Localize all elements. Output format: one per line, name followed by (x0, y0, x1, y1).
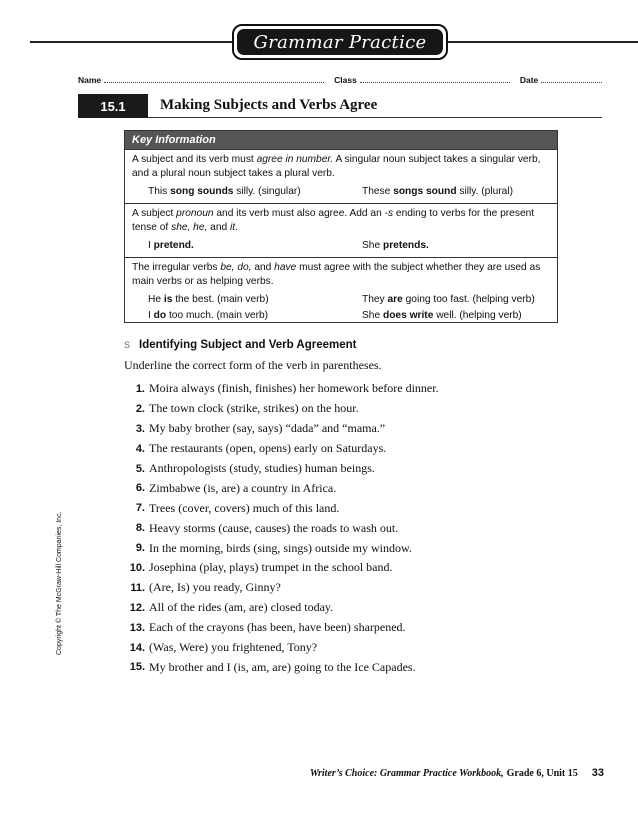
text-run: well. (helping verb) (433, 310, 522, 321)
header-banner (232, 24, 448, 60)
item-number: 7. (135, 502, 145, 515)
text-run-italic: agree in number. (256, 154, 334, 165)
exercise-title (124, 339, 357, 351)
item-number: 12. (129, 601, 145, 614)
date-field[interactable] (541, 82, 602, 83)
text-run-bold: song sounds (170, 186, 234, 197)
item-number: 14. (129, 641, 145, 654)
text-run: The irregular verbs (132, 262, 221, 273)
key-paragraph (132, 153, 550, 181)
exercise-item[interactable] (118, 399, 578, 419)
header-banner-fill (237, 29, 443, 55)
banner-title: Grammar Practice (253, 31, 427, 53)
exercise-bullet: S (124, 340, 131, 350)
date-label: Date (519, 75, 539, 85)
page-number: 33 (591, 767, 604, 779)
text-run-bold: pretend. (153, 240, 194, 251)
item-text[interactable]: My brother and I (is, am, are) going to the Ice Capades. (149, 659, 416, 674)
text-run: These (362, 186, 394, 197)
exercise-item[interactable] (118, 558, 578, 578)
text-run: must agree with the subject whether they are used as main verbs or as helping verbs. (132, 262, 541, 287)
exercise-item[interactable] (118, 598, 578, 618)
text-run: and (207, 222, 231, 233)
item-number: 9. (135, 542, 145, 555)
text-run: A subject (132, 208, 177, 219)
exercise-item[interactable] (118, 618, 578, 638)
item-number: 10. (129, 561, 145, 574)
example-row (148, 239, 550, 253)
name-label: Name (78, 75, 102, 85)
text-run: She (362, 310, 383, 321)
item-number: 6. (135, 482, 145, 495)
example-left (148, 239, 362, 253)
text-run-italic: have (274, 262, 297, 273)
text-run: going too fast. (helping verb) (402, 294, 535, 305)
text-run: I (148, 310, 154, 321)
text-run: I (148, 240, 154, 251)
item-text[interactable]: In the morning, birds (sing, sings) outside my window. (149, 540, 412, 555)
example-right (362, 309, 550, 323)
text-run: . (235, 222, 238, 233)
text-run-bold: pretends. (382, 240, 429, 251)
item-text[interactable]: The restaurants (open, opens) early on Saturdays. (149, 441, 387, 456)
text-run: A singular noun subject takes a singular verb, and a plural noun subject takes a plural verb. (132, 154, 541, 179)
exercise-item[interactable] (118, 459, 578, 479)
item-number: 4. (135, 442, 145, 455)
section-number: 15.1 (78, 94, 148, 118)
example-row (148, 309, 550, 323)
item-text[interactable]: All of the rides (am, are) closed today. (149, 600, 334, 615)
item-text[interactable]: Trees (cover, covers) much of this land. (149, 500, 340, 515)
footer-grade-unit: Grade 6, Unit 15 (506, 768, 578, 779)
class-field[interactable] (360, 82, 510, 83)
text-run: too much. (main verb) (166, 310, 269, 321)
example-right (362, 239, 550, 253)
example-row (148, 185, 550, 199)
item-text[interactable]: Heavy storms (cause, causes) the roads to wash out. (149, 520, 399, 535)
text-run: silly. (plural) (456, 186, 513, 197)
item-number: 2. (135, 402, 145, 415)
key-section-pronoun (125, 203, 557, 257)
text-run: They (362, 294, 388, 305)
text-run-bold: are (387, 294, 403, 305)
text-run-italic: pronoun (176, 208, 214, 219)
name-field[interactable] (104, 82, 324, 83)
text-run-italic: it (230, 222, 236, 233)
exercise-item[interactable] (118, 419, 578, 439)
text-run-bold: do (153, 310, 167, 321)
key-information-box (124, 130, 558, 323)
item-number: 13. (129, 621, 145, 634)
item-number: 3. (135, 422, 145, 435)
item-text[interactable]: The town clock (strike, strikes) on the hour. (149, 401, 359, 416)
item-number: 8. (135, 522, 145, 535)
item-text[interactable]: My baby brother (say, says) “dada” and “mama.” (149, 421, 386, 436)
key-paragraph (132, 207, 550, 235)
exercise-item[interactable] (118, 578, 578, 598)
exercise-item[interactable] (118, 379, 578, 399)
text-run: the best. (main verb) (172, 294, 269, 305)
exercise-item[interactable] (118, 498, 578, 518)
item-text[interactable]: Josephina (play, plays) trumpet in the school band. (149, 560, 393, 575)
exercise-item[interactable] (118, 518, 578, 538)
text-run-italic: -s (384, 208, 394, 219)
exercise-item[interactable] (118, 439, 578, 459)
text-run-bold: does write (382, 310, 434, 321)
copyright-notice: Copyright © The McGraw-Hill Companies, Inc. (56, 511, 63, 655)
class-label: Class (334, 75, 357, 85)
item-number: 1. (135, 382, 145, 395)
item-text[interactable]: (Are, Is) you ready, Ginny? (149, 580, 281, 595)
text-run-bold: songs sound (393, 186, 457, 197)
exercise-instructions: Underline the correct form of the verb in parentheses. (124, 358, 382, 372)
text-run: silly. (singular) (233, 186, 301, 197)
exercise-title-text: Identifying Subject and Verb Agreement (139, 339, 357, 351)
key-paragraph (132, 261, 550, 289)
item-text[interactable]: Each of the crayons (has been, have been) sharpened. (149, 620, 406, 635)
student-info-row (78, 71, 602, 85)
item-number: 5. (135, 462, 145, 475)
text-run-italic: be, do, (220, 262, 252, 273)
example-left (148, 293, 362, 307)
text-run: ending to verbs for the present tense of (132, 208, 535, 233)
example-right (362, 293, 550, 307)
text-run: A subject and its verb must (132, 154, 257, 165)
example-row (148, 293, 550, 307)
text-run-bold: is (163, 294, 173, 305)
key-information-heading: Key Information (125, 131, 557, 149)
item-text[interactable]: Moira always (finish, finishes) her homework before dinner. (149, 381, 439, 396)
exercise-item[interactable] (118, 478, 578, 498)
page-footer (310, 767, 604, 779)
text-run: and its verb must also agree. Add an (213, 208, 385, 219)
example-left (148, 185, 362, 199)
key-section-agreement (125, 149, 557, 203)
text-run: This (148, 186, 171, 197)
exercise-item[interactable] (118, 657, 578, 677)
exercise-items (118, 379, 578, 677)
example-left (148, 309, 362, 323)
section-title (148, 94, 602, 118)
section-title-text: Making Subjects and Verbs Agree (160, 97, 378, 113)
item-number: 11. (130, 581, 145, 594)
item-text[interactable]: Zimbabwe (is, are) a country in Africa. (149, 480, 337, 495)
example-right (362, 185, 550, 199)
item-number: 15. (129, 661, 145, 674)
item-text[interactable]: Anthropologists (study, studies) human beings. (149, 461, 375, 475)
text-run-italic: she, he, (171, 222, 208, 233)
exercise-item[interactable] (118, 538, 578, 558)
text-run: and (251, 262, 275, 273)
text-run: He (148, 294, 164, 305)
footer-book-title: Writer’s Choice: Grammar Practice Workbook, (309, 768, 504, 779)
key-section-irregular (125, 257, 557, 325)
exercise-item[interactable] (118, 638, 578, 658)
text-run: She (362, 240, 383, 251)
item-text[interactable]: (Was, Were) you frightened, Tony? (149, 640, 318, 655)
